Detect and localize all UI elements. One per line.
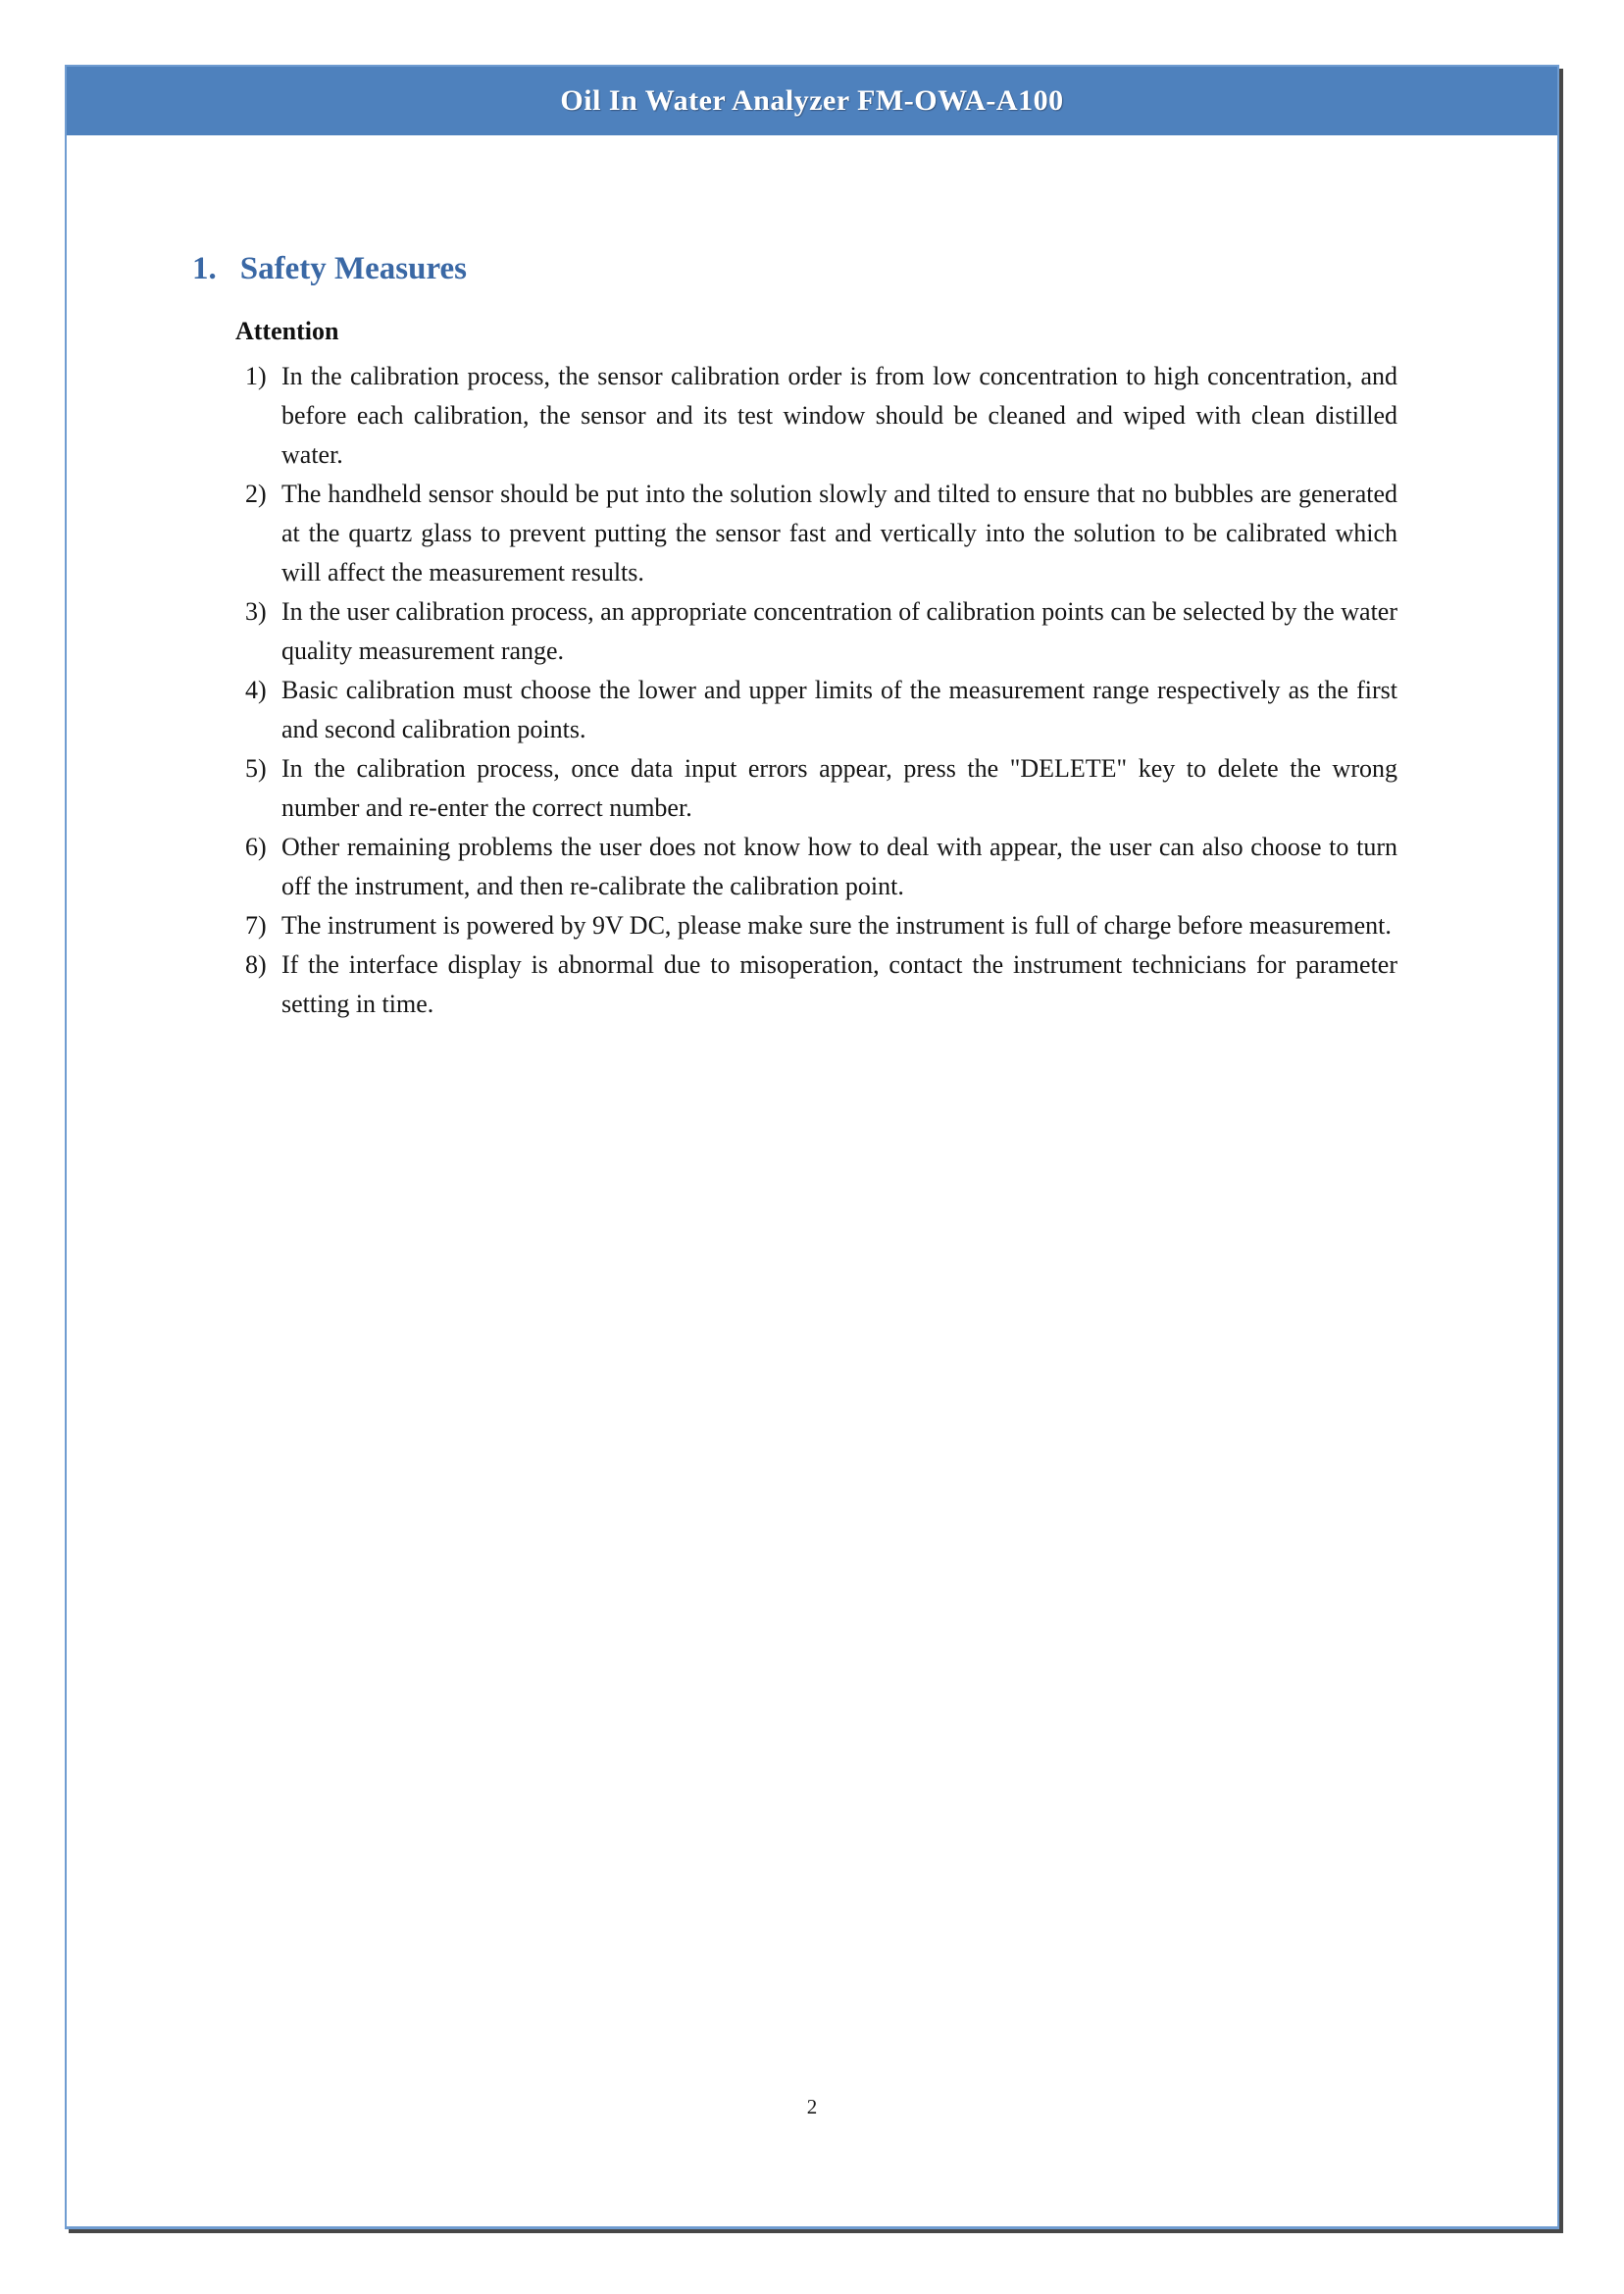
- list-item: [245, 828, 1557, 906]
- list-item-number: 2): [245, 480, 267, 508]
- list-item: [245, 749, 1557, 828]
- list-item-text: In the calibration process, once data input errors appear, press the "DELETE" key to delete the wrong number and re-enter the correct number.: [281, 754, 1397, 822]
- list-item: [245, 357, 1557, 475]
- section-title: Safety Measures: [239, 251, 468, 286]
- list-item-text: In the user calibration process, an appropriate concentration of calibration points can be selected by the water quality measurement range.: [281, 597, 1397, 665]
- list-item-text: The handheld sensor should be put into the solution slowly and tilted to ensure that no bubbles are generated at the quartz glass to prevent putting the sensor fast and vertically into the solution to be calibrated which will affect the measurement results.: [281, 480, 1397, 586]
- list-item: [245, 475, 1557, 592]
- page-number: 2: [806, 2095, 818, 2118]
- list-item-number: 5): [245, 754, 267, 783]
- section-number: 1.: [192, 251, 217, 286]
- list-item-text: If the interface display is abnormal due to misoperation, contact the instrument technicians for parameter setting in time.: [281, 950, 1397, 1018]
- attention-label: Attention: [235, 317, 339, 345]
- list-item: [245, 945, 1557, 1024]
- list-item: [245, 906, 1557, 945]
- list-item-text: Other remaining problems the user does not know how to deal with appear, the user can also choose to turn off the instrument, and then re-calibrate the calibration point.: [281, 833, 1397, 900]
- document-title: Oil In Water Analyzer FM-OWA-A100: [560, 84, 1064, 117]
- list-item-number: 7): [245, 911, 267, 940]
- list-item: [245, 592, 1557, 671]
- list-item-number: 6): [245, 833, 267, 861]
- list-item-number: 4): [245, 676, 267, 704]
- list-item-text: Basic calibration must choose the lower and upper limits of the measurement range respectively as the first and second calibration points.: [281, 676, 1397, 743]
- list-item-number: 8): [245, 950, 267, 979]
- list-item: [245, 671, 1557, 749]
- list-item-number: 1): [245, 362, 267, 390]
- section-heading: [192, 249, 1557, 288]
- safety-measures-list: [245, 357, 1557, 1024]
- list-item-text: In the calibration process, the sensor calibration order is from low concentration to high concentration, and before each calibration, the sensor and its test window should be cleaned and wiped with clean distilled water.: [281, 362, 1397, 469]
- list-item-text: The instrument is powered by 9V DC, please make sure the instrument is full of charge before measurement.: [281, 911, 1392, 940]
- page-header-bar: [67, 67, 1557, 135]
- list-item-number: 3): [245, 597, 267, 626]
- document-page: [65, 65, 1559, 2229]
